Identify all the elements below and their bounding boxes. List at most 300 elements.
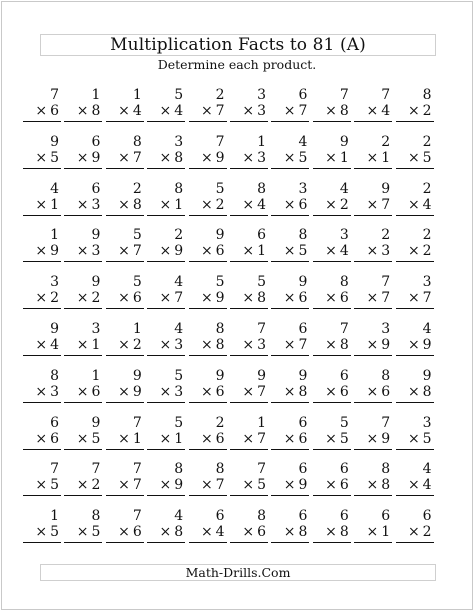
multiplier: 8 — [215, 337, 225, 353]
multiply-operator: × — [35, 243, 48, 260]
answer-line — [106, 542, 144, 543]
answer-line — [230, 261, 268, 262]
multiplication-problem — [102, 369, 146, 409]
multiplier-row — [201, 525, 225, 539]
multiply-operator: × — [159, 243, 172, 260]
multiply-operator: × — [118, 196, 130, 213]
multiply-operator: × — [35, 383, 48, 400]
multiply-operator: × — [283, 337, 296, 353]
multiplicand: 3 — [50, 274, 59, 291]
multiplicand: 7 — [381, 414, 391, 431]
multiplication-problem — [102, 228, 146, 268]
multiplier: 1 — [381, 149, 391, 166]
answer-line — [396, 495, 434, 496]
multiplier: 6 — [339, 477, 349, 494]
answer-line — [313, 542, 351, 543]
multiplicand: 7 — [50, 461, 59, 478]
multiplicand: 9 — [381, 180, 391, 197]
multiplier: 8 — [339, 337, 349, 353]
multiply-operator: × — [200, 383, 213, 400]
multiplier-row — [35, 198, 59, 212]
multiplier: 7 — [215, 103, 225, 119]
multiplication-problem — [226, 416, 270, 456]
multiplication-problem — [60, 228, 104, 268]
multiply-operator: × — [325, 383, 337, 400]
multiplier: 3 — [381, 243, 391, 260]
multiply-operator: × — [76, 196, 89, 213]
multiplication-problem — [309, 509, 353, 549]
multiplication-problem — [60, 462, 104, 502]
multiplier-row — [118, 432, 142, 446]
multiplier-row — [367, 338, 391, 352]
answer-line — [64, 168, 102, 169]
multiplicand: 9 — [50, 321, 59, 337]
multiply-operator: × — [407, 103, 420, 119]
multiplier-row — [35, 291, 59, 305]
multiplication-problem — [226, 462, 270, 502]
multiplicand: 3 — [339, 227, 349, 244]
multiply-operator: × — [407, 524, 420, 541]
footer-box — [40, 564, 436, 581]
multiplicand: 8 — [174, 180, 184, 197]
multiplication-problem — [102, 88, 146, 128]
multiplier-row — [325, 385, 349, 399]
multiplicand: 8 — [257, 180, 266, 197]
multiplier: 7 — [381, 290, 391, 307]
multiplication-problem — [392, 88, 436, 128]
multiplication-problem — [143, 462, 187, 502]
multiplier: 1 — [339, 149, 349, 166]
multiplication-problem — [226, 369, 270, 409]
worksheet-title-box — [40, 34, 436, 56]
multiplier: 5 — [422, 149, 432, 166]
multiplier-row — [367, 104, 391, 118]
multiplier-row — [77, 478, 101, 492]
answer-line — [23, 495, 61, 496]
multiplier: 3 — [257, 149, 266, 166]
multiplier: 8 — [174, 149, 184, 166]
multiplicand: 8 — [132, 133, 142, 150]
multiplicand: 2 — [422, 180, 432, 197]
multiplicand: 5 — [257, 274, 266, 291]
answer-line — [354, 355, 392, 356]
multiply-operator: × — [159, 290, 172, 307]
multiplier-row — [408, 338, 432, 352]
multiplier: 9 — [381, 337, 391, 353]
multiplicand: 6 — [257, 227, 266, 244]
multiplication-problem — [185, 509, 229, 549]
multiplicand: 1 — [91, 87, 101, 103]
multiplier-row — [160, 104, 184, 118]
multiplicand: 9 — [215, 367, 225, 384]
multiplier-row — [160, 338, 184, 352]
multiplier: 7 — [298, 103, 308, 119]
multiplicand: 6 — [215, 508, 225, 525]
multiply-operator: × — [118, 383, 130, 400]
multiplier: 4 — [174, 103, 184, 119]
multiplier: 8 — [339, 524, 349, 541]
multiplication-problem — [392, 416, 436, 456]
answer-line — [106, 308, 144, 309]
answer-line — [354, 168, 392, 169]
multiplication-problem — [392, 275, 436, 315]
multiply-operator: × — [76, 430, 89, 447]
multiply-operator: × — [200, 337, 213, 353]
multiplier-row — [35, 151, 59, 165]
multiply-operator: × — [118, 477, 130, 494]
multiplicand: 2 — [215, 87, 225, 103]
answer-line — [147, 121, 185, 122]
multiplier: 6 — [215, 430, 225, 447]
answer-line — [106, 261, 144, 262]
answer-line — [354, 495, 392, 496]
multiplication-problem — [102, 135, 146, 175]
multiply-operator: × — [159, 149, 172, 166]
multiplicand: 2 — [381, 133, 391, 150]
answer-line — [64, 495, 102, 496]
multiplier-row — [325, 198, 349, 212]
multiply-operator: × — [159, 524, 172, 541]
answer-line — [23, 261, 61, 262]
multiplication-problem — [185, 462, 229, 502]
multiply-operator: × — [366, 149, 379, 166]
multiplier: 6 — [50, 103, 59, 119]
multiplier: 7 — [257, 430, 266, 447]
multiplier: 4 — [132, 103, 142, 119]
multiplicand: 9 — [50, 133, 59, 150]
multiplier-row — [367, 385, 391, 399]
multiplicand: 1 — [50, 227, 59, 244]
answer-line — [189, 402, 227, 403]
answer-line — [313, 308, 351, 309]
multiplication-problem — [185, 369, 229, 409]
multiplication-problem — [143, 509, 187, 549]
multiplier: 5 — [339, 430, 349, 447]
multiplication-problem — [143, 275, 187, 315]
multiplier: 2 — [91, 290, 101, 307]
answer-line — [313, 495, 351, 496]
multiplicand: 7 — [91, 461, 101, 478]
multiplier: 3 — [91, 196, 101, 213]
multiplier-row — [201, 151, 225, 165]
multiplier-row — [242, 478, 266, 492]
multiplier-row — [325, 151, 349, 165]
multiplier: 7 — [132, 477, 142, 494]
multiplicand: 9 — [91, 227, 101, 244]
multiplier-row — [118, 198, 142, 212]
multiplier: 1 — [174, 430, 184, 447]
multiplication-problem — [185, 135, 229, 175]
multiplier-row — [201, 478, 225, 492]
answer-line — [106, 449, 144, 450]
answer-line — [396, 355, 434, 356]
multiply-operator: × — [35, 477, 48, 494]
multiplication-problem — [185, 275, 229, 315]
multiplier-row — [284, 198, 308, 212]
multiply-operator: × — [407, 477, 420, 494]
multiply-operator: × — [366, 383, 379, 400]
multiplier-row — [325, 338, 349, 352]
multiplication-problem — [267, 228, 311, 268]
answer-line — [313, 168, 351, 169]
multiplicand: 4 — [298, 133, 308, 150]
multiplicand: 5 — [174, 367, 184, 384]
multiplier: 1 — [257, 243, 266, 260]
answer-line — [396, 215, 434, 216]
multiplier: 1 — [50, 196, 59, 213]
multiplier: 4 — [422, 196, 432, 213]
multiplier: 8 — [339, 103, 349, 119]
multiplication-problem — [392, 228, 436, 268]
answer-line — [64, 542, 102, 543]
multiplier: 4 — [381, 103, 391, 119]
multiplication-problem — [226, 135, 270, 175]
multiplicand: 5 — [339, 414, 349, 431]
multiplication-problem — [19, 228, 63, 268]
multiplication-problem — [226, 182, 270, 222]
answer-line — [147, 402, 185, 403]
multiplication-problem — [267, 182, 311, 222]
multiplier-row — [35, 525, 59, 539]
multiplier-row — [325, 244, 349, 258]
multiplication-problem — [267, 275, 311, 315]
multiply-operator: × — [325, 477, 337, 494]
multiplier: 5 — [91, 524, 101, 541]
answer-line — [396, 261, 434, 262]
answer-line — [354, 449, 392, 450]
answer-line — [147, 261, 185, 262]
multiplicand: 9 — [215, 227, 225, 244]
multiplicand: 9 — [422, 367, 432, 384]
answer-line — [147, 308, 185, 309]
multiplication-problem — [350, 369, 394, 409]
multiplier-row — [367, 198, 391, 212]
multiplier-row — [284, 244, 308, 258]
answer-line — [23, 215, 61, 216]
multiplier-row — [201, 432, 225, 446]
answer-line — [396, 121, 434, 122]
multiply-operator: × — [118, 149, 130, 166]
answer-line — [271, 215, 309, 216]
multiply-operator: × — [283, 149, 296, 166]
multiplicand: 9 — [91, 414, 101, 431]
multiplication-problem — [309, 88, 353, 128]
answer-line — [230, 542, 268, 543]
multiply-operator: × — [118, 103, 130, 119]
multiplication-problem — [226, 228, 270, 268]
multiplication-problem — [19, 275, 63, 315]
multiplier: 9 — [215, 149, 225, 166]
multiplication-problem — [350, 416, 394, 456]
multiplier: 2 — [339, 196, 349, 213]
multiply-operator: × — [76, 337, 89, 353]
multiplier: 6 — [91, 383, 101, 400]
multiplication-problem — [350, 509, 394, 549]
answer-line — [23, 168, 61, 169]
answer-line — [23, 121, 61, 122]
multiplication-problem — [350, 275, 394, 315]
answer-line — [147, 355, 185, 356]
multiply-operator: × — [118, 243, 130, 260]
multiplier-row — [408, 151, 432, 165]
answer-line — [189, 215, 227, 216]
multiplier-row — [77, 198, 101, 212]
multiplicand: 6 — [298, 321, 308, 337]
multiplier: 2 — [215, 196, 225, 213]
multiplier: 8 — [381, 477, 391, 494]
multiplier-row — [408, 104, 432, 118]
multiply-operator: × — [283, 477, 296, 494]
multiply-operator: × — [407, 383, 420, 400]
multiplier: 6 — [257, 524, 266, 541]
multiplication-problem — [267, 416, 311, 456]
multiplier: 8 — [298, 383, 308, 400]
multiply-operator: × — [325, 103, 337, 119]
multiplier: 6 — [339, 290, 349, 307]
answer-line — [106, 402, 144, 403]
multiplicand: 4 — [50, 180, 59, 197]
multiplication-problem — [60, 322, 104, 362]
multiplicand: 8 — [298, 227, 308, 244]
multiplicand: 8 — [381, 367, 391, 384]
multiplicand: 3 — [91, 321, 101, 337]
answer-line — [147, 542, 185, 543]
multiplication-problem — [19, 462, 63, 502]
multiplier: 3 — [257, 103, 266, 119]
multiplicand: 7 — [339, 87, 349, 103]
multiply-operator: × — [407, 430, 420, 447]
multiplier: 1 — [132, 430, 142, 447]
footer-site: Math-Drills.Com — [185, 565, 291, 580]
multiplication-problem — [102, 462, 146, 502]
answer-line — [354, 542, 392, 543]
multiplicand: 7 — [257, 461, 266, 478]
multiplier: 5 — [298, 149, 308, 166]
multiplier: 3 — [50, 383, 59, 400]
multiply-operator: × — [35, 337, 48, 353]
multiplication-problem — [226, 88, 270, 128]
multiplication-problem — [143, 369, 187, 409]
multiply-operator: × — [407, 196, 420, 213]
multiplier-row — [325, 478, 349, 492]
multiplier-row — [77, 244, 101, 258]
multiplier-row — [118, 104, 142, 118]
multiplier-row — [242, 385, 266, 399]
multiplier: 8 — [422, 383, 432, 400]
multiplier: 9 — [298, 477, 308, 494]
multiplication-problem — [19, 416, 63, 456]
multiplicand: 4 — [339, 180, 349, 197]
multiplicand: 3 — [422, 274, 432, 291]
multiplier: 9 — [381, 430, 391, 447]
multiplier: 2 — [50, 290, 59, 307]
answer-line — [189, 308, 227, 309]
multiplicand: 1 — [91, 367, 101, 384]
multiplier: 5 — [50, 149, 59, 166]
multiply-operator: × — [118, 524, 130, 541]
multiplier-row — [77, 151, 101, 165]
answer-line — [396, 168, 434, 169]
multiplicand: 1 — [132, 87, 142, 103]
multiplier-row — [284, 385, 308, 399]
multiplicand: 3 — [381, 321, 391, 337]
multiplier: 2 — [422, 103, 432, 119]
answer-line — [271, 449, 309, 450]
multiplier-row — [284, 478, 308, 492]
multiplication-problem — [185, 228, 229, 268]
multiply-operator: × — [35, 290, 48, 307]
multiplication-problem — [350, 228, 394, 268]
multiplier: 1 — [174, 196, 184, 213]
multiplier-row — [367, 151, 391, 165]
multiplication-problem — [102, 275, 146, 315]
multiplicand: 8 — [215, 321, 225, 337]
multiplier-row — [325, 104, 349, 118]
multiplier: 8 — [298, 524, 308, 541]
answer-line — [396, 449, 434, 450]
answer-line — [354, 308, 392, 309]
multiply-operator: × — [283, 524, 296, 541]
multiplier: 5 — [298, 243, 308, 260]
multiplier-row — [77, 432, 101, 446]
multiplicand: 7 — [381, 87, 391, 103]
multiplier-row — [284, 338, 308, 352]
multiplier: 4 — [50, 337, 59, 353]
multiplier-row — [367, 244, 391, 258]
multiply-operator: × — [366, 337, 379, 353]
multiplier-row — [77, 291, 101, 305]
worksheet-instructions: Determine each product. — [157, 57, 317, 72]
multiply-operator: × — [76, 103, 89, 119]
multiplier-row — [160, 478, 184, 492]
answer-line — [313, 121, 351, 122]
multiplier-row — [408, 478, 432, 492]
multiplier-row — [284, 291, 308, 305]
multiplicand: 6 — [381, 508, 391, 525]
multiplier: 6 — [215, 383, 225, 400]
multiply-operator: × — [76, 243, 89, 260]
multiplier: 9 — [174, 243, 184, 260]
multiplicand: 7 — [381, 274, 391, 291]
multiplication-problem — [350, 88, 394, 128]
multiplier-row — [242, 291, 266, 305]
multiplicand: 3 — [298, 180, 308, 197]
answer-line — [230, 121, 268, 122]
answer-line — [354, 261, 392, 262]
multiplier: 7 — [174, 290, 184, 307]
multiplier-row — [408, 244, 432, 258]
multiply-operator: × — [283, 196, 296, 213]
multiplier: 8 — [91, 103, 101, 119]
multiplication-problem — [392, 509, 436, 549]
multiply-operator: × — [76, 477, 89, 494]
multiplier: 6 — [381, 383, 391, 400]
multiplication-problem — [143, 228, 187, 268]
multiplication-problem — [102, 182, 146, 222]
multiply-operator: × — [159, 477, 172, 494]
multiplier-row — [160, 244, 184, 258]
multiplicand: 4 — [422, 321, 432, 337]
multiplicand: 2 — [215, 414, 225, 431]
multiplicand: 1 — [257, 414, 266, 431]
answer-line — [64, 449, 102, 450]
answer-line — [271, 542, 309, 543]
multiplication-problem — [350, 182, 394, 222]
multiplier-row — [201, 104, 225, 118]
multiplier: 6 — [298, 430, 308, 447]
multiplier-row — [408, 385, 432, 399]
multiplicand: 2 — [132, 180, 142, 197]
